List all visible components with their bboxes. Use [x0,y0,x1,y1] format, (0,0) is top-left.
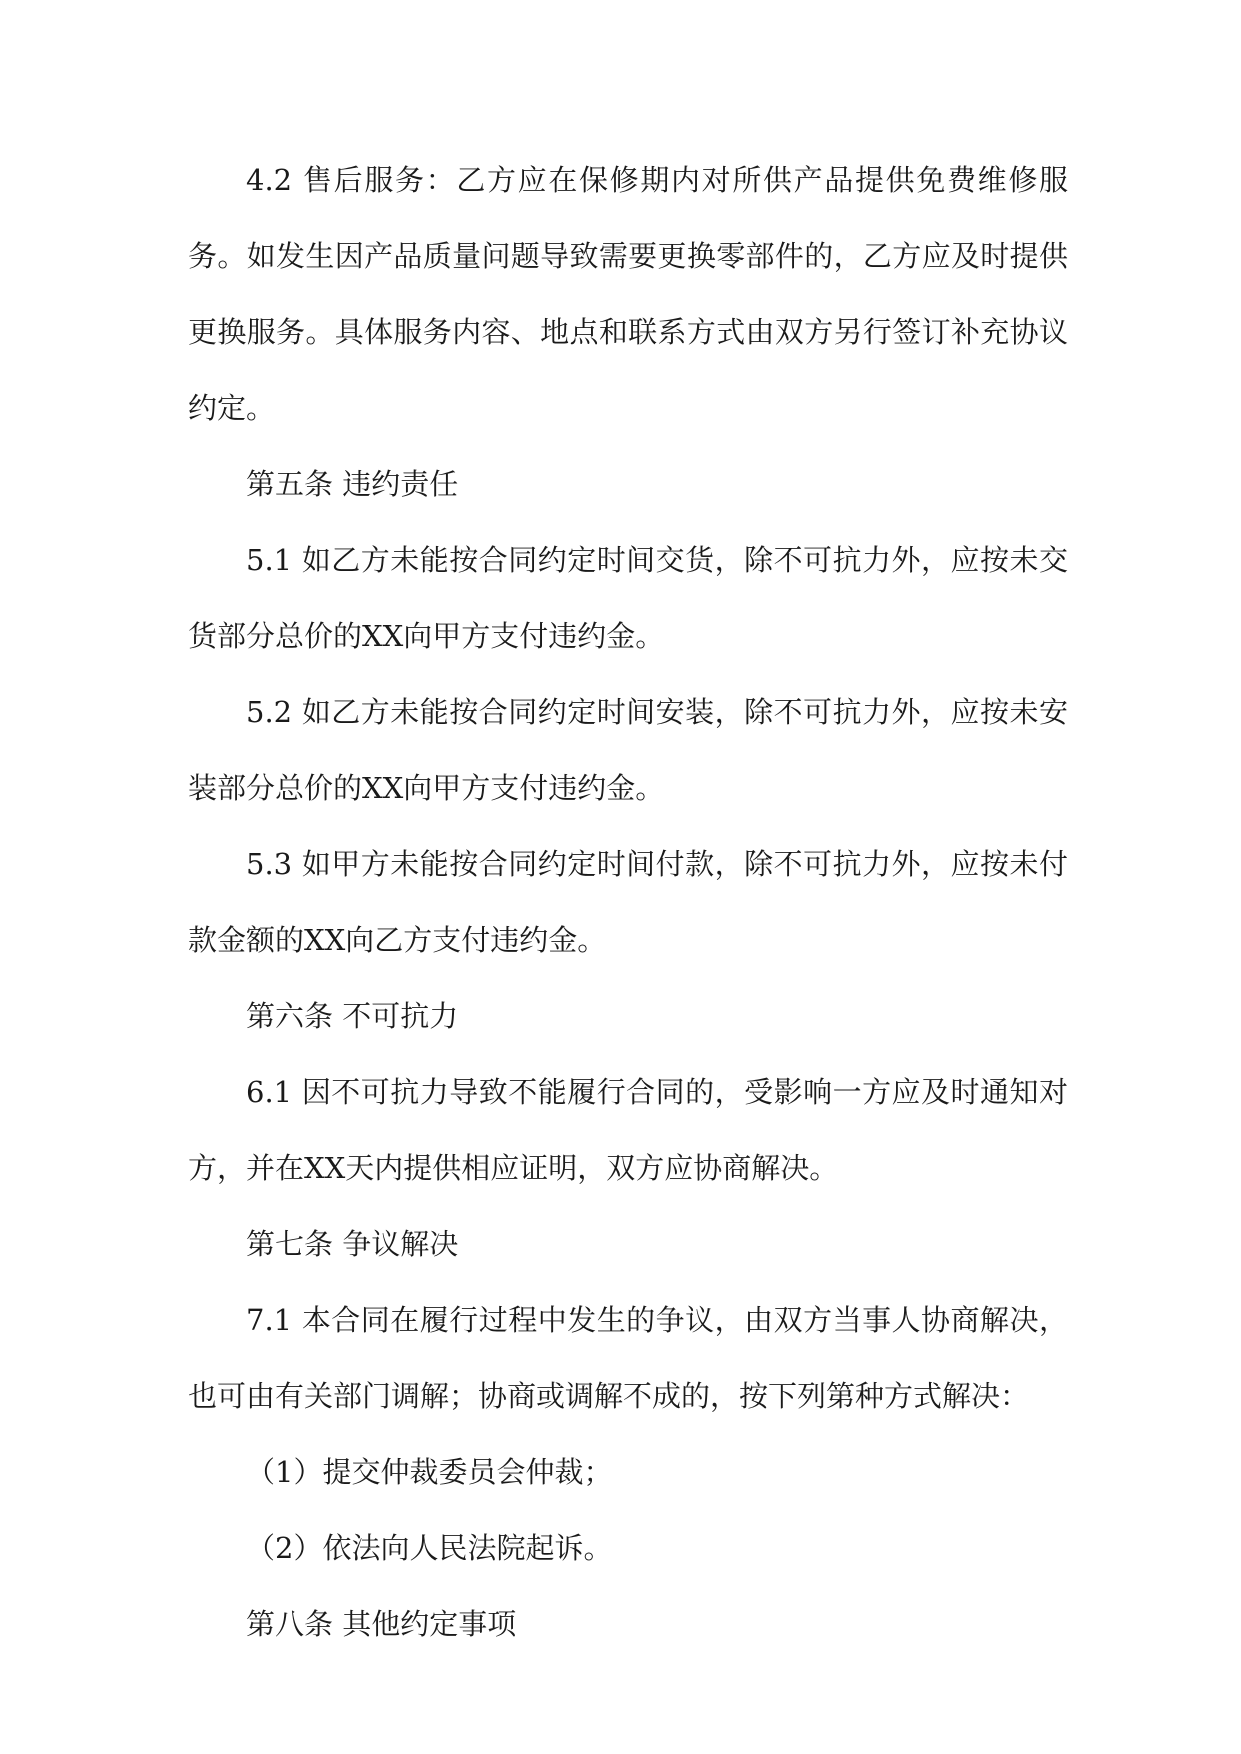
option-1-arbitration: （1）提交仲裁委员会仲裁； [246,1455,613,1489]
clause-6-1: 6.1 因不可抗力导致不能履行合同的，受影响一方应及时通知对方，并在XX天内提供相应证明，双方应协商解决。 [188,1075,1068,1185]
clause-5-2: 5.2 如乙方未能按合同约定时间安装，除不可抗力外，应按未安装部分总价的XX向甲方支付违约金。 [188,695,1068,805]
article-6-heading: 第六条 不可抗力 [246,999,459,1033]
option-2-litigation: （2）依法向人民法院起诉。 [246,1531,613,1565]
document-body [188,142,1068,1662]
clause-5-3: 5.3 如甲方未能按合同约定时间付款，除不可抗力外，应按未付款金额的XX向乙方支付违约金。 [188,847,1068,957]
article-7-heading: 第七条 争议解决 [246,1227,459,1261]
clause-4-2-after-sales: 4.2 售后服务：乙方应在保修期内对所供产品提供免费维修服务。如发生因产品质量问题导致需要更换零部件的，乙方应及时提供更换服务。具体服务内容、地点和联系方式由双方另行签订补充协议约定。 [188,163,1068,425]
clause-7-1: 7.1 本合同在履行过程中发生的争议，由双方当事人协商解决，也可由有关部门调解；协商或调解不成的，按下列第种方式解决： [188,1303,1068,1413]
article-8-heading: 第八条 其他约定事项 [246,1607,517,1641]
clause-5-1: 5.1 如乙方未能按合同约定时间交货，除不可抗力外，应按未交货部分总价的XX向甲方支付违约金。 [188,543,1068,653]
article-5-heading: 第五条 违约责任 [246,467,459,501]
